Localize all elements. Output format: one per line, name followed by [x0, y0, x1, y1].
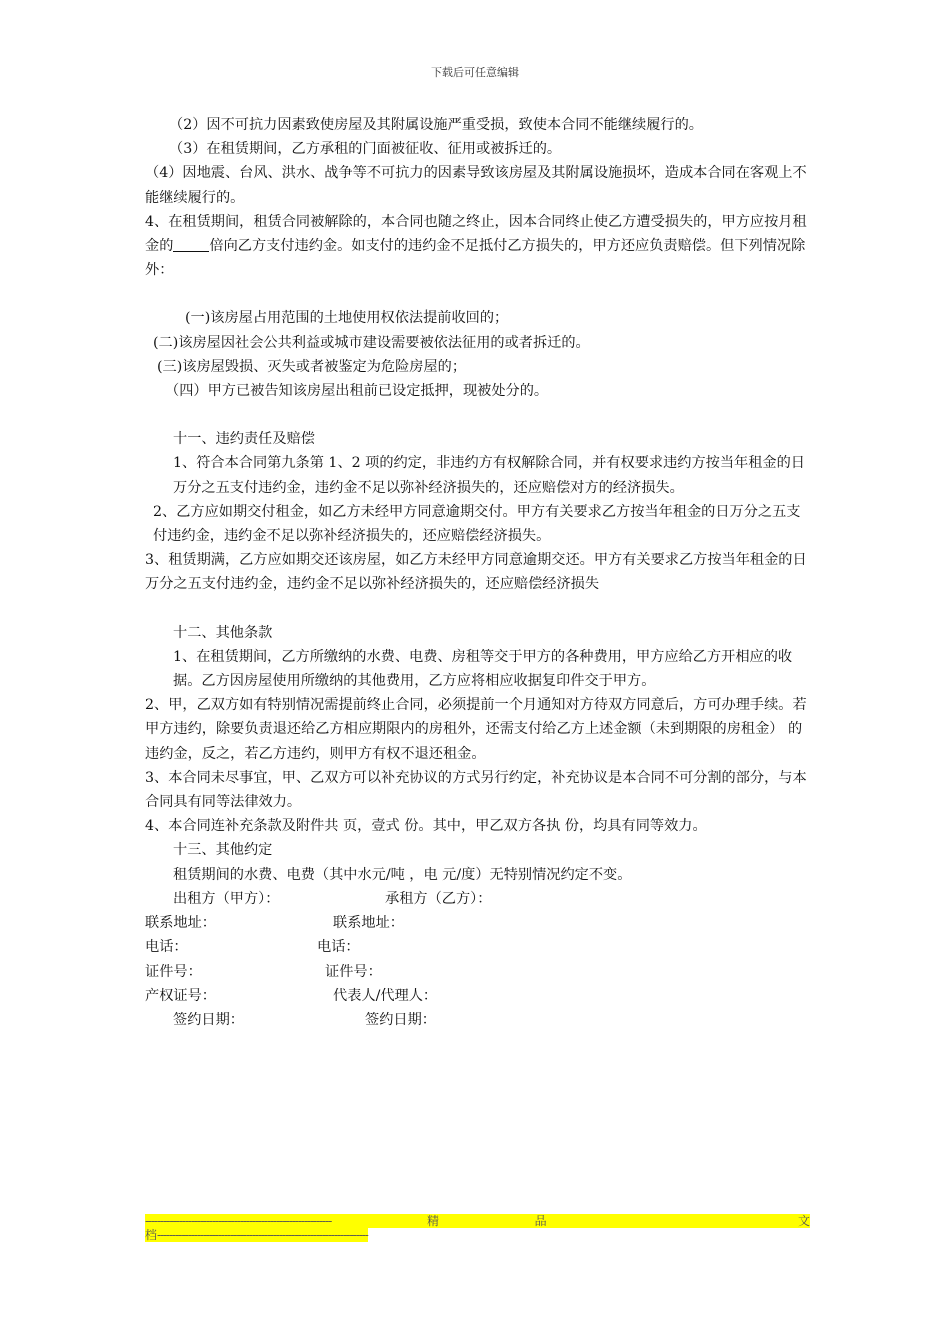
signature-row [145, 911, 810, 935]
signature-row [145, 984, 810, 1008]
sign-date-label: 签约日期： [365, 1011, 436, 1028]
clause-paragraph: 2、甲，乙双方如有特别情况需提前终止合同，必须提前一个月通知对方待双方同意后，方可办理手续。若甲方违约，除要负责退还给乙方相应期限内的房租外，还需支付给乙方上述金额（未到期限的房租金） 的违约金，反之，若乙方违约，则甲方有权不退还租金。 [145, 697, 807, 762]
lessor-label: 出租方（甲方）： [173, 890, 280, 907]
clause-line: （2）因不可抗力因素致使房屋及其附属设施严重受损，致使本合同不能继续履行的。 [169, 117, 703, 133]
page-footer [145, 1214, 810, 1242]
exception-item: (二)该房屋因社会公共利益或城市建设需要被依法征用的或者拆迁的。 [153, 334, 590, 351]
clause-paragraph: 1、在租赁期间，乙方所缴纳的水费、电费、房租等交于甲方的各种费用，甲方应给乙方开相应的收据。乙方因房屋使用所缴纳的其他费用，乙方应将相应收据复印件交于甲方。 [173, 648, 793, 690]
footer-char: 精 [426, 1214, 439, 1228]
clause-paragraph: 3、租赁期满，乙方应如期交还该房屋，如乙方未经甲方同意逾期交还。甲方有关要求乙方按当年租金的日万分之五支付违约金，违约金不足以弥补经济损失的，还应赔偿经济损失 [145, 552, 807, 593]
footer-char: 档 [145, 1228, 158, 1242]
clause-line: 4、本合同连补充条款及附件共 页，壹式 份。其中，甲乙双方各执 份，均具有同等效力。 [145, 818, 707, 835]
section-heading: 十一、违约责任及赔偿 [173, 431, 315, 448]
footer-highlight-line [145, 1214, 810, 1228]
clause-paragraph: 1、符合本合同第九条第 1、2 项的约定，非违约方有权解除合同，并有权要求违约方按当年租金的日万分之五支付违约金，违约金不足以弥补经济损失的，还应赔偿对方的经济损失。 [173, 455, 805, 496]
exception-item: (三)该房屋毁损、灭失或者被鉴定为危险房屋的； [157, 358, 467, 375]
clause-paragraph: 2、乙方应如期交付租金，如乙方未经甲方同意逾期交付。甲方有关要求乙方按当年租金的日万分之五支付违约金，违约金不足以弥补经济损失的，还应赔偿经济损失。 [153, 503, 801, 545]
property-cert-label: 产权证号： [145, 987, 216, 1004]
clause-line: （3）在租赁期间，乙方承租的门面被征收、征用或被拆迁的。 [169, 141, 562, 158]
signature-row [145, 935, 810, 959]
exception-item: （四）甲方已被告知该房屋出租前已设定抵押，现被处分的。 [165, 383, 549, 400]
footer-highlight-line [145, 1228, 368, 1242]
footer-char: 品 [534, 1214, 547, 1228]
phone-label: 电话： [317, 939, 360, 956]
agent-label: 代表人/代理人： [333, 987, 438, 1004]
document-body [145, 113, 810, 1032]
clause-text: 倍向乙方支付违约金。如支付的违约金不足抵付乙方损失的，甲方还应负责赔偿。但下列情况除外： [145, 238, 806, 279]
clause-text: 4、在租赁期间，租赁合同被解除的，本合同也随之终止，因本合同终止使乙方遭受损失的，甲方应按月租金的 [145, 213, 807, 255]
footer-char: 文 [797, 1214, 810, 1228]
phone-label: 电话： [145, 939, 188, 956]
section-heading: 十二、其他条款 [173, 624, 273, 641]
signature-row [145, 887, 810, 911]
page-header: 下载后可任意编辑 [431, 66, 519, 79]
lessee-label: 承租方（乙方）： [385, 890, 492, 907]
address-label: 联系地址： [333, 915, 404, 932]
sign-date-label: 签约日期： [173, 1011, 244, 1028]
clause-paragraph: 3、本合同未尽事宜，甲、乙双方可以补充协议的方式另行约定，补充协议是本合同不可分割的部分，与本合同具有同等法律效力。 [145, 769, 807, 811]
blank-underline [173, 237, 209, 252]
signature-row [145, 960, 810, 984]
footer-dashes: --------------------------------------------------------------------- [157, 1228, 368, 1242]
clause-line: 租赁期间的水费、电费（其中水元/吨 ，电 元/度）无特别情况约定不变。 [173, 866, 632, 883]
signature-row [145, 1008, 810, 1032]
footer-dashes: ------------------------------------------------------------- [145, 1214, 332, 1228]
id-label: 证件号： [325, 963, 382, 980]
id-label: 证件号： [145, 963, 202, 980]
clause-line: （4）因地震、台风、洪水、战争等不可抗力的因素导致该房屋及其附属设施损坏，造成本合同在客观上不能继续履行的。 [145, 165, 807, 206]
section-heading: 十三、其他约定 [173, 842, 273, 859]
exception-item: (一)该房屋占用范围的土地使用权依法提前收回的； [185, 310, 509, 327]
address-label: 联系地址： [145, 915, 216, 932]
clause-paragraph [145, 210, 810, 283]
